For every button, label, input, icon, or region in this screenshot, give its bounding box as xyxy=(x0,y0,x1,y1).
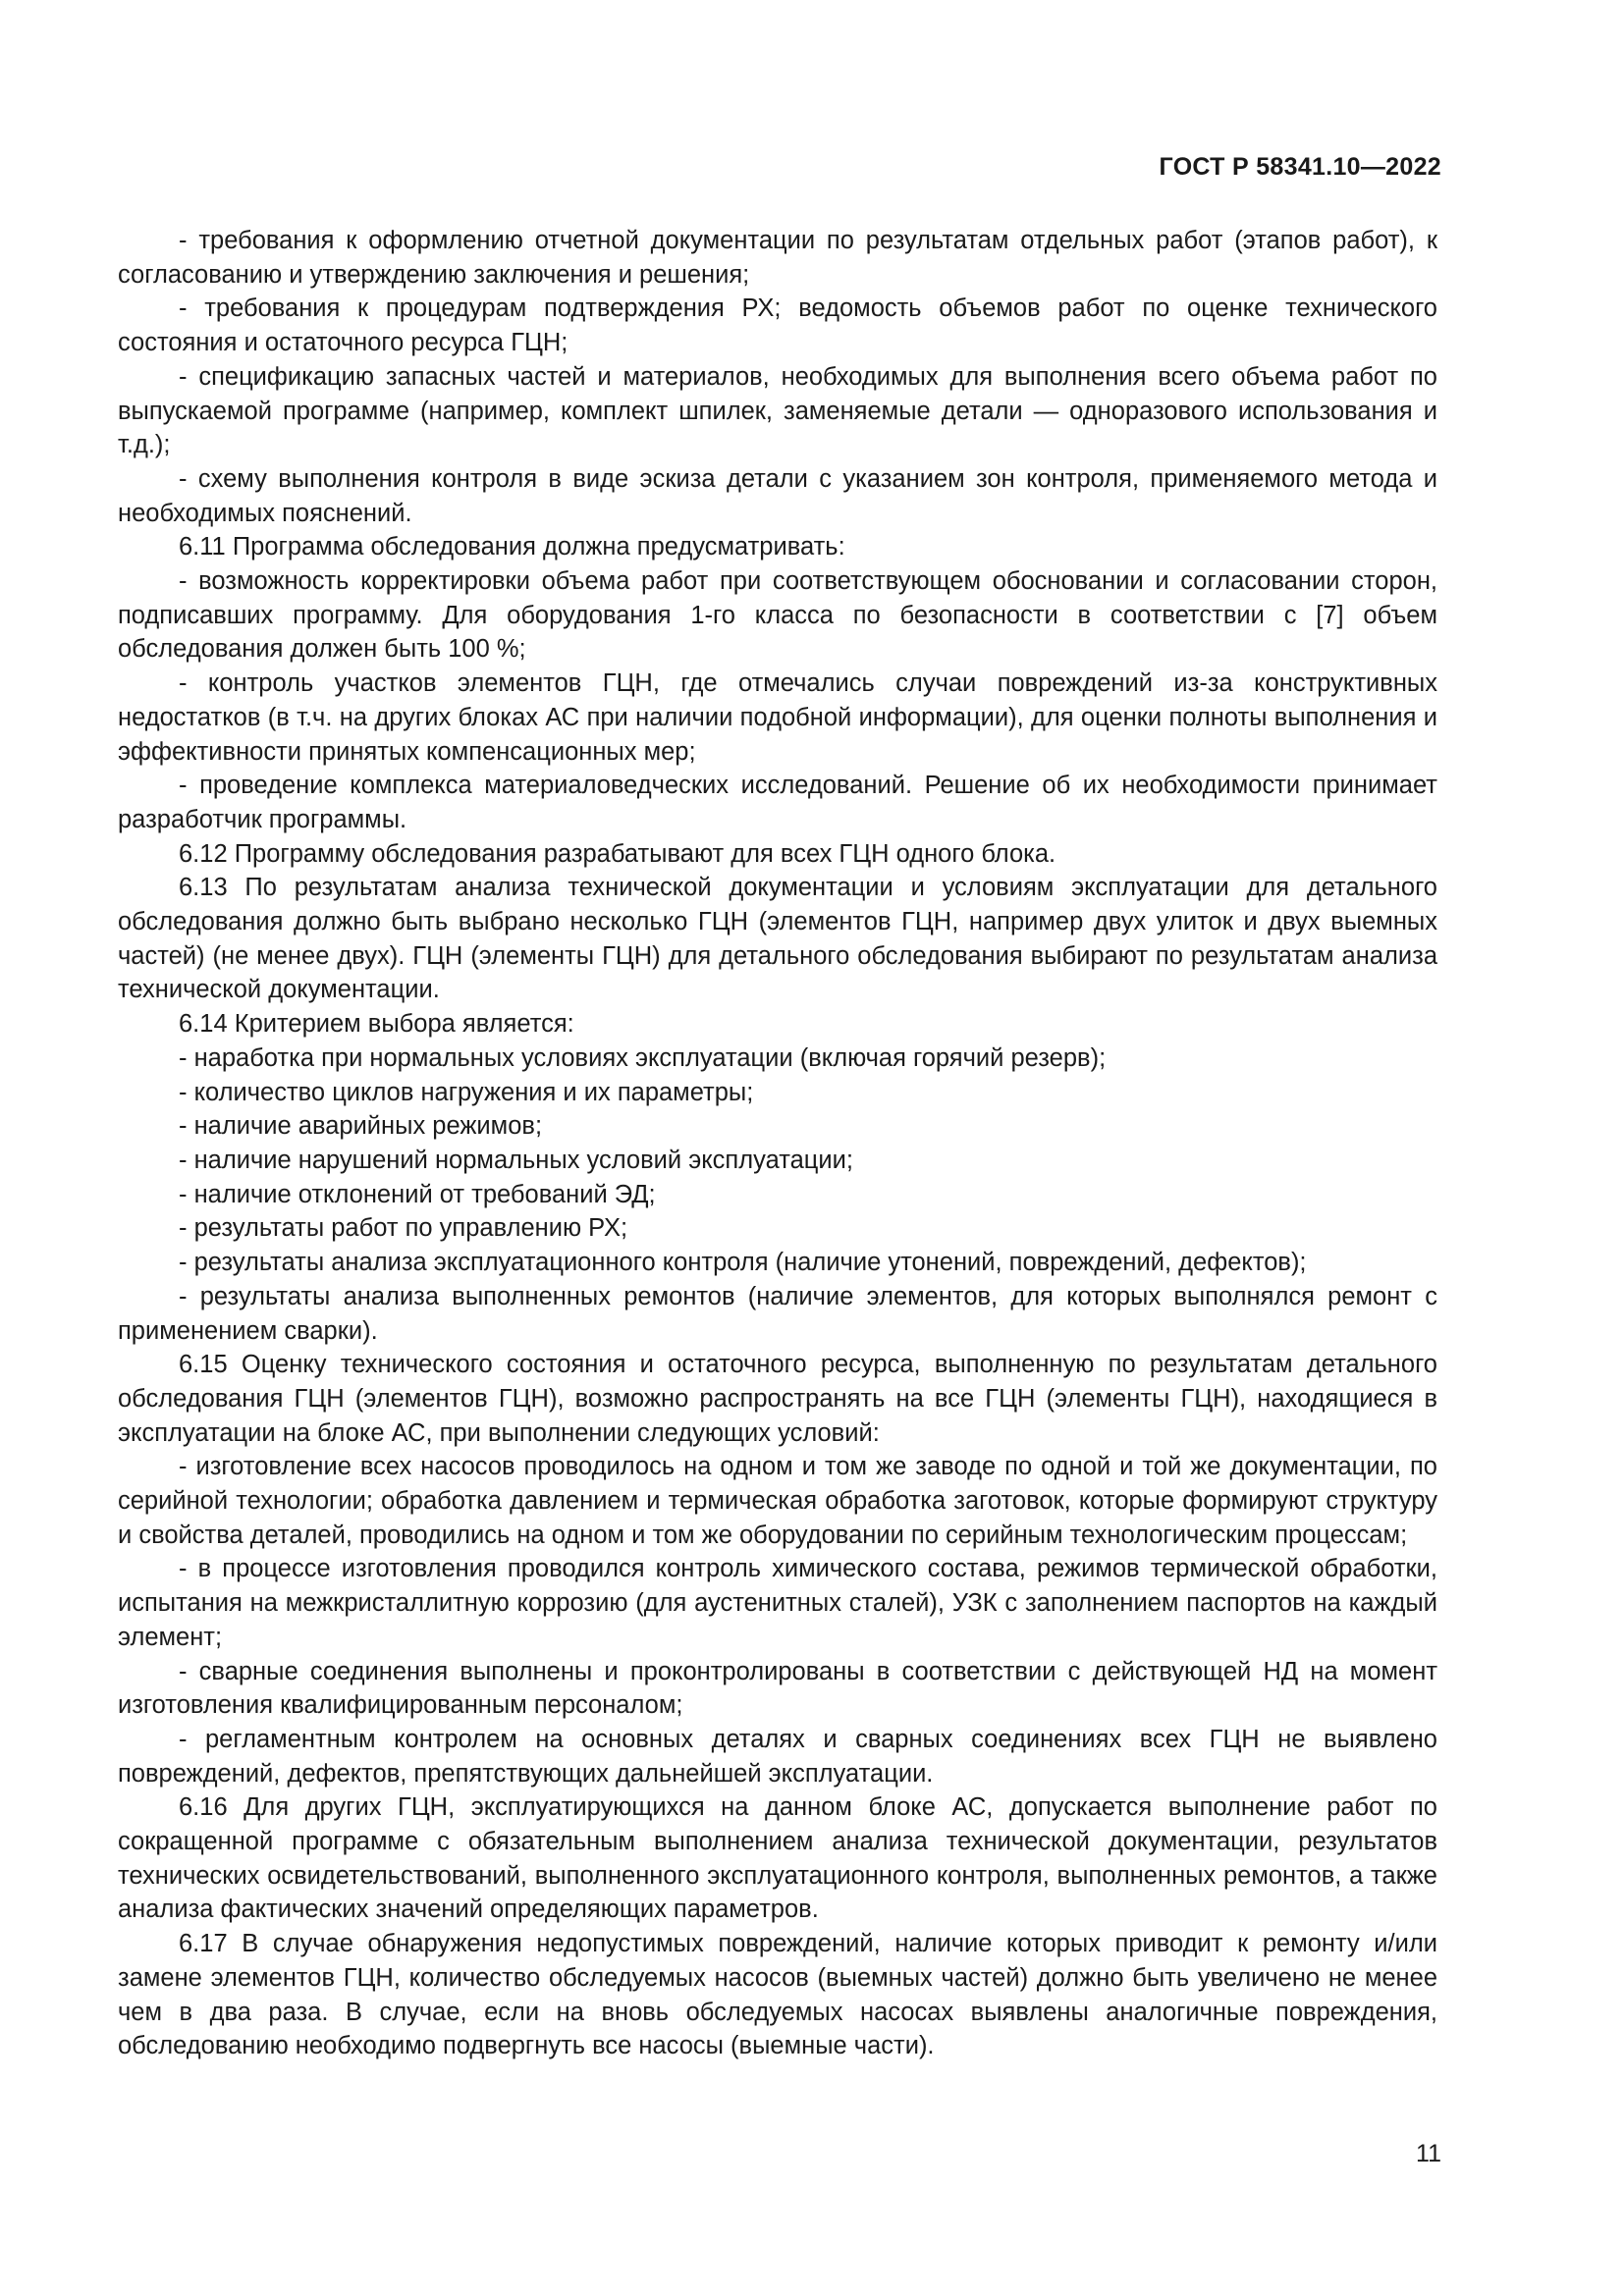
document-body xyxy=(118,224,1437,2063)
list-item: - наличие нарушений нормальных условий эксплуатации; xyxy=(179,1146,853,1174)
section-6-12: 6.12 Программу обследования разрабатывают для всех ГЦН одного блока. xyxy=(179,839,1056,868)
paragraph: - сварные соединения выполнены и проконтролированы в соответствии с действующей НД на момент изготовления квалифицированным персоналом; xyxy=(118,1657,1437,1720)
list-item: - наличие аварийных режимов; xyxy=(179,1112,543,1141)
page-number: 11 xyxy=(1416,2140,1441,2167)
section-heading-6-14: 6.14 Критерием выбора является: xyxy=(179,1010,574,1039)
document-header: ГОСТ Р 58341.10—2022 xyxy=(1159,153,1441,181)
paragraph: - в процессе изготовления проводился контроль химического состава, режимов термической обработки, испытания на межкристаллитную коррозию (для аустенитных сталей), УЗК с заполнением паспортов на каждый элемент; xyxy=(118,1555,1437,1651)
section-heading-6-11: 6.11 Программа обследования должна предусматривать: xyxy=(179,533,845,561)
list-item: - результаты анализа выполненных ремонтов (наличие элементов, для которых выполнялся ремонт с применением сварки). xyxy=(118,1282,1437,1345)
paragraph: - контроль участков элементов ГЦН, где отмечались случаи повреждений из-за конструктивных недостатков (в т.ч. на других блоках АС при наличии подобной информации), для оценки полноты выполнения и эффективности принятых компенсационных мер; xyxy=(118,669,1437,766)
paragraph: - регламентным контролем на основных деталях и сварных соединениях всех ГЦН не выявлено повреждений, дефектов, препятствующих дальнейшей эксплуатации. xyxy=(118,1725,1437,1788)
paragraph: - спецификацию запасных частей и материалов, необходимых для выполнения всего объема работ по выпускаемой программе (например, комплект шпилек, заменяемые детали — одноразового использования и т.д.); xyxy=(118,362,1437,459)
list-item: - результаты работ по управлению РХ; xyxy=(179,1214,628,1243)
paragraph: - схему выполнения контроля в виде эскиза детали с указанием зон контроля, применяемого метода и необходимых пояснений. xyxy=(118,464,1437,527)
paragraph: - изготовление всех насосов проводилось на одном и том же заводе по одной и той же документации, по серийной технологии; обработка давлением и термическая обработка заготовок, которые формируют структуру и свойства деталей, проводились на одном и том же оборудовании по серийным технологическим процессам; xyxy=(118,1453,1437,1549)
section-6-16: 6.16 Для других ГЦН, эксплуатирующихся на данном блоке АС, допускается выполнение работ по сокращенной программе с обязательным выполнением анализа технической документации, результатов технических освидетельствований, выполненного эксплуатационного контроля, выполненных ремонтов, а также анализа фактических значений определяющих параметров. xyxy=(118,1793,1437,1924)
paragraph: - возможность корректировки объема работ при соответствующем обосновании и согласовании сторон, подписавших программу. Для оборудования 1-го класса по безопасности в соответствии с [7] объем обследования должен быть 100 %; xyxy=(118,567,1437,664)
list-item: - наличие отклонений от требований ЭД; xyxy=(179,1180,656,1208)
section-6-15: 6.15 Оценку технического состояния и остаточного ресурса, выполненную по результатам детального обследования ГЦН (элементов ГЦН), возможно распространять на все ГЦН (элементы ГЦН), находящиеся в эксплуатации на блоке АС, при выполнении следующих условий: xyxy=(118,1351,1437,1447)
paragraph: - требования к процедурам подтверждения РХ; ведомость объемов работ по оценке технического состояния и остаточного ресурса ГЦН; xyxy=(118,294,1437,357)
paragraph: - требования к оформлению отчетной документации по результатам отдельных работ (этапов работ), к согласованию и утверждению заключения и решения; xyxy=(118,227,1437,289)
paragraph: - проведение комплекса материаловедческих исследований. Решение об их необходимости принимает разработчик программы. xyxy=(118,772,1437,833)
list-item: - результаты анализа эксплуатационного контроля (наличие утонений, повреждений, дефектов); xyxy=(179,1249,1307,1277)
section-6-17: 6.17 В случае обнаружения недопустимых повреждений, наличие которых приводит к ремонту и/или замене элементов ГЦН, количество обследуемых насосов (выемных частей) должно быть увеличено не менее чем в два раза. В случае, если на вновь обследуемых насосах выявлены аналогичные повреждения, обследованию необходимо подвергнуть все насосы (выемные части). xyxy=(118,1930,1437,2060)
section-6-13: 6.13 По результатам анализа технической документации и условиям эксплуатации для детального обследования должно быть выбрано несколько ГЦН (элементов ГЦН, например двух улиток и двух выемных частей) (не менее двух). ГЦН (элементы ГЦН) для детального обследования выбирают по результатам анализа технической документации. xyxy=(118,874,1437,1004)
list-item: - наработка при нормальных условиях эксплуатации (включая горячий резерв); xyxy=(179,1043,1107,1072)
list-item: - количество циклов нагружения и их параметры; xyxy=(179,1078,754,1106)
